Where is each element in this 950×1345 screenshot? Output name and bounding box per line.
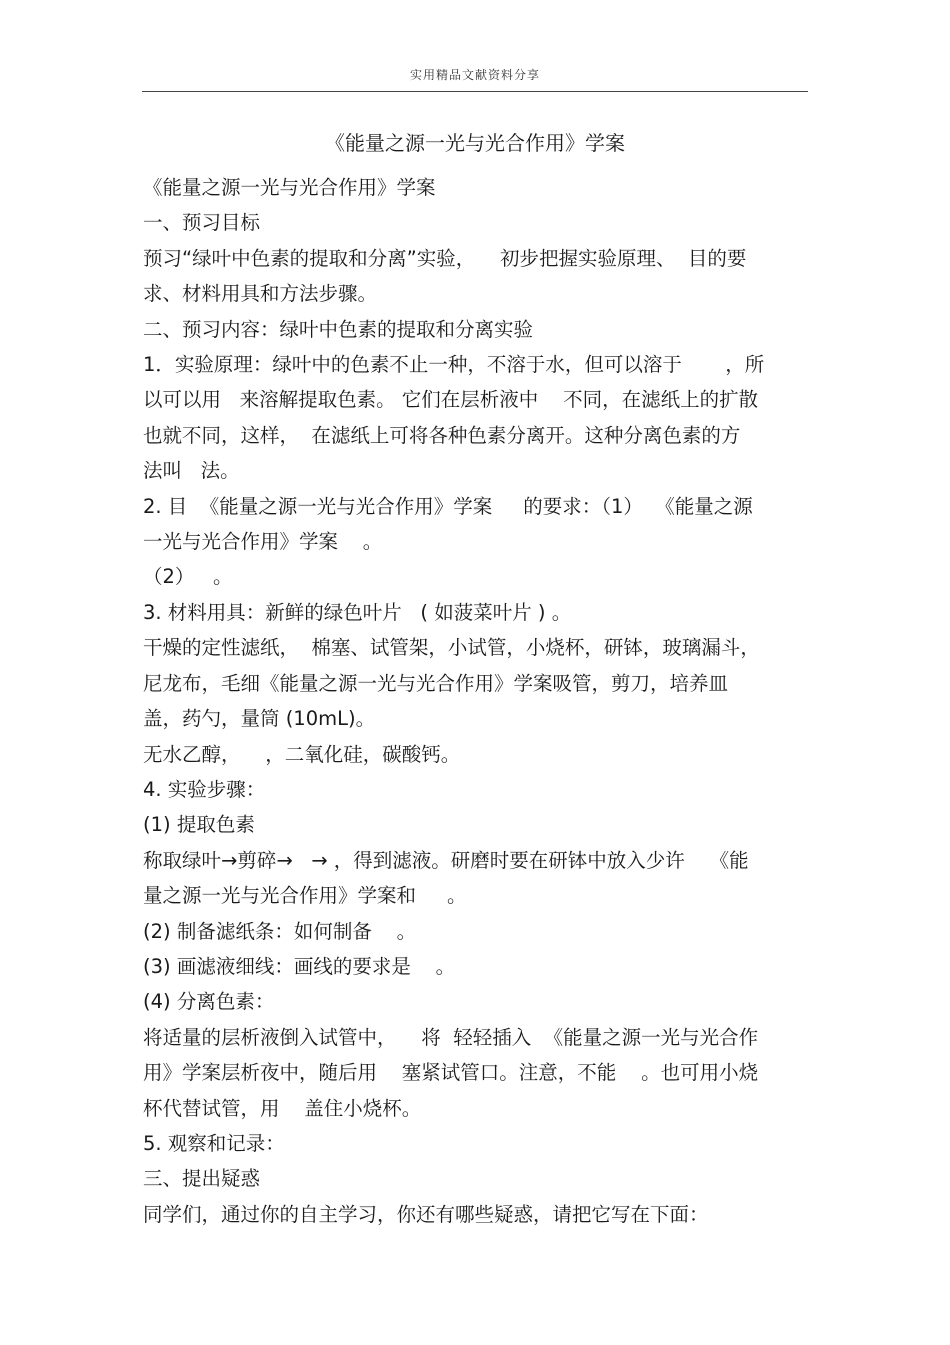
document-title: 《能量之源一光与光合作用》学案 <box>325 131 625 155</box>
page-header: 实用精品文献资料分享 <box>409 68 540 82</box>
document-body <box>143 170 809 1232</box>
body-line: 4. 实验步骤： <box>143 777 266 801</box>
body-line: 将适量的层析液倒入试管中， 将 轻轻插入 《能量之源一光与光合作 <box>143 1025 759 1049</box>
body-line: 预习“绿叶中色素的提取和分离”实验， 初步把握实验原理、 目的要 <box>143 246 747 270</box>
body-line: 《能量之源一光与光合作用》学案 <box>143 176 436 199</box>
body-line: (2) 制备滤纸条：如何制备 。 <box>143 919 417 943</box>
body-line: 一光与光合作用》学案 。 <box>143 530 383 554</box>
body-line: (4) 分离色素： <box>143 990 275 1014</box>
body-line: 也就不同，这样， 在滤纸上可将各种色素分离开。这种分离色素的方 <box>143 423 741 447</box>
body-line: (1) 提取色素 <box>143 813 255 837</box>
body-line: （2） 。 <box>143 565 233 589</box>
section-heading: 一、预习目标 <box>143 211 261 235</box>
body-line: 5. 观察和记录： <box>143 1131 285 1155</box>
body-line: 求、材料用具和方法步骤。 <box>143 282 378 306</box>
body-line: 称取绿叶→剪碎→ → ，得到滤液。研磨时要在研钵中放入少许 《能 <box>143 848 749 872</box>
body-line: 2. 目 《能量之源一光与光合作用》学案 的要求：（1） 《能量之源 <box>143 494 753 518</box>
section-heading: 三、提出疑惑 <box>143 1167 261 1191</box>
body-line: 无水乙醇， ，二氧化硅，碳酸钙。 <box>143 742 461 766</box>
body-line: 干燥的定性滤纸， 棉塞、试管架，小试管，小烧杯，研钵，玻璃漏斗， <box>143 636 760 660</box>
section-heading: 二、预习内容：绿叶中色素的提取和分离实验 <box>143 317 534 341</box>
body-line: 杯代替试管，用 盖住小烧杯。 <box>143 1096 422 1120</box>
body-line: (3) 画滤液细线：画线的要求是 。 <box>143 954 456 978</box>
body-line: 用》学案层析夜中，随后用 塞紧试管口。注意，不能 。也可用小烧 <box>143 1061 759 1085</box>
header-divider <box>142 91 808 92</box>
body-line: 量之源一光与光合作用》学案和 。 <box>143 884 467 908</box>
body-line: 以可以用 来溶解提取色素。 它们在层析液中 不同，在滤纸上的扩散 <box>143 388 759 412</box>
body-line: 1．实验原理：绿叶中的色素不止一种，不溶于水，但可以溶于 ，所 <box>143 353 765 377</box>
body-line: 盖，药勺，量筒 (10mL)。 <box>143 707 376 731</box>
body-line: 3. 材料用具：新鲜的绿色叶片 ( 如菠菜叶片 ) 。 <box>143 600 572 624</box>
body-line: 法叫 法。 <box>143 459 240 483</box>
body-line: 同学们，通过你的自主学习，你还有哪些疑惑，请把它写在下面： <box>143 1202 709 1226</box>
body-line: 尼龙布，毛细《能量之源一光与光合作用》学案吸管，剪刀，培养皿 <box>143 671 729 695</box>
